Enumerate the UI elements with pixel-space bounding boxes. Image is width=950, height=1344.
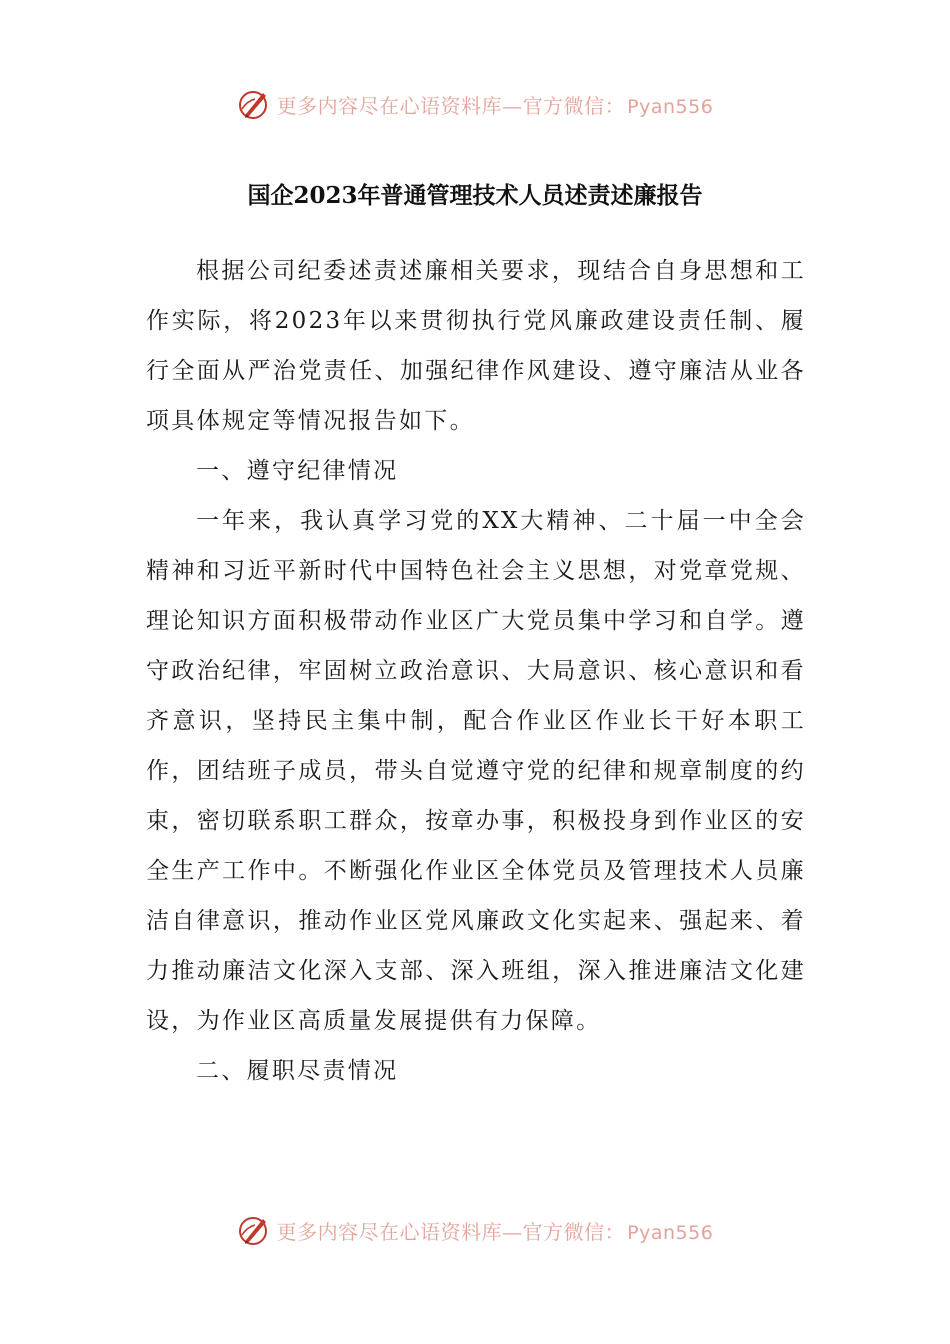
pen-circle-icon [237,87,271,121]
pen-circle-icon [237,1213,271,1247]
section-heading-1: 一、遵守纪律情况 [196,458,399,484]
section-heading-2: 二、履职尽责情况 [196,1058,399,1084]
paragraph-discipline: 一年来，我认真学习党的XX大精神、二十届一中全会精神和习近平新时代中国特色社会主义思想，对党章党规、理论知识方面积极带动作业区广大党员集中学习和自学。遵守政治纪律，牢固树立政治意识、大局意识、核心意识和看齐意识，坚持民主集中制，配合作业区作业长干好本职工作，团结班子成员，带头自觉遵守党的纪律和规章制度的约束，密切联系职工群众，按章办事，积极投身到作业区的安全生产工作中。不断强化作业区全体党员及管理技术人员廉洁自律意识，推动作业区党风廉政文化实起来、强起来、着力推动廉洁文化深入支部、深入班组，深入推进廉洁文化建设，为作业区高质量发展提供有力保障。 [146,508,806,1034]
document-body [146,246,806,1096]
watermark-wechat-id: Pyan556 [627,95,714,118]
document-title: 国企2023年普通管理技术人员述责述廉报告 [247,182,703,209]
watermark-header [0,84,950,124]
paragraph-intro: 根据公司纪委述责述廉相关要求，现结合自身思想和工作实际，将2023年以来贯彻执行党风廉政建设责任制、履行全面从严治党责任、加强纪律作风建设、遵守廉洁从业各项具体规定等情况报告如下。 [146,258,806,434]
watermark-wechat-id: Pyan556 [627,1221,714,1244]
watermark-footer [0,1210,950,1250]
watermark-text: 更多内容尽在心语资料库—官方微信： [276,93,626,118]
watermark-text: 更多内容尽在心语资料库—官方微信： [276,1219,626,1244]
